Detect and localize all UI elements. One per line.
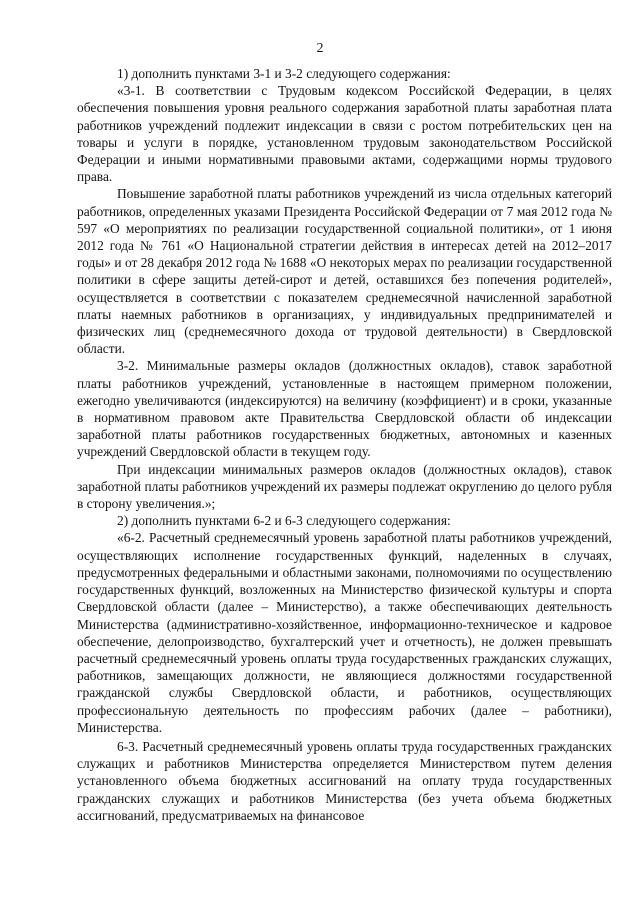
paragraph-clause-3-2: 3-2. Минимальные размеры окладов (должностных окладов), ставок заработной платы работников учреждений, установленные в настоящем примерном положении, ежегодно увеличиваются (индексируются) на величину (коэффициент) и в сроки, указанные в нормативном правовом акте Правительства Свердловской области об индексации заработной платы работников государственных бюджетных, автономных и казенных учреждений Свердловской области в текущем году. [77,358,612,460]
paragraph-rounding: При индексации минимальных размеров окладов (должностных окладов), ставок заработной платы работников учреждений их размеры подлежат округлению до целого рубля в сторону увеличения.»; [77,461,612,512]
paragraph-clause-3-1: «3-1. В соответствии с Трудовым кодексом Российской Федерации, в целях обеспечения повышения уровня реального содержания заработной платы заработная плата работников учреждений подлежит индексации в связи с ростом потребительских цен на товары и услуги в порядке, установленном трудовым законодательством Российской Федерации и иными нормативными правовыми актами, содержащими нормы трудового права. [77,83,612,185]
paragraph-clause-6-2: «6-2. Расчетный среднемесячный уровень заработной платы работников учреждений, осуществляющих исполнение государственных функций, наделенных в случаях, предусмотренных федеральными и областными законами, полномочиями по осуществлению государственных функций, возложенных на Министерство физической культуры и спорта Свердловской области (далее – Министерство), а также обеспечивающих деятельность Министерства (административно-хозяйственное, информационно-техническое и кадровое обеспечение, делопроизводство, бухгалтерский учет и отчетность), не должен превышать расчетный среднемесячный уровень оплаты труда государственных гражданских служащих, работников, замещающих должности, не являющиеся должностями государственной гражданской службы Свердловской области, и работников, осуществляющих профессиональную деятельность по профессиям рабочих (далее – работники), Министерства. [77,530,612,735]
paragraph-clause-6-3: 6-3. Расчетный среднемесячный уровень оплаты труда государственных гражданских служащих и работников Министерства определяется Министерством путем деления установленного объема бюджетных ассигнований на оплату труда государственных гражданских служащих и работников Министерства (без учета объема бюджетных ассигнований, предусматриваемых на финансовое [77,738,612,823]
document-body [77,65,612,824]
page-number: 2 [316,41,324,56]
paragraph-amendment-1: 1) дополнить пунктами 3-1 и 3-2 следующего содержания: [117,66,451,81]
paragraph-salary-increase: Повышение заработной платы работников учреждений из числа отдельных категорий работников, определенных указами Президента Российской Федерации от 7 мая 2012 года № 597 «О мероприятиях по реализации государственной социальной политики», от 1 июня 2012 года № 761 «О Национальной стратегии действия в интересах детей на 2012–2017 годы» и от 28 декабря 2012 года № 1688 «О некоторых мерах по реализации государственной политики в сфере защиты детей-сирот и детей, оставшихся без попечения родителей», осуществляется в соответствии с показателем среднемесячной начисленной заработной платы наемных работников в организациях, у индивидуальных предпринимателей и физических лиц (среднемесячного дохода от трудовой деятельности) в Свердловской области. [77,186,612,357]
paragraph-amendment-2: 2) дополнить пунктами 6-2 и 6-3 следующего содержания: [117,513,451,529]
